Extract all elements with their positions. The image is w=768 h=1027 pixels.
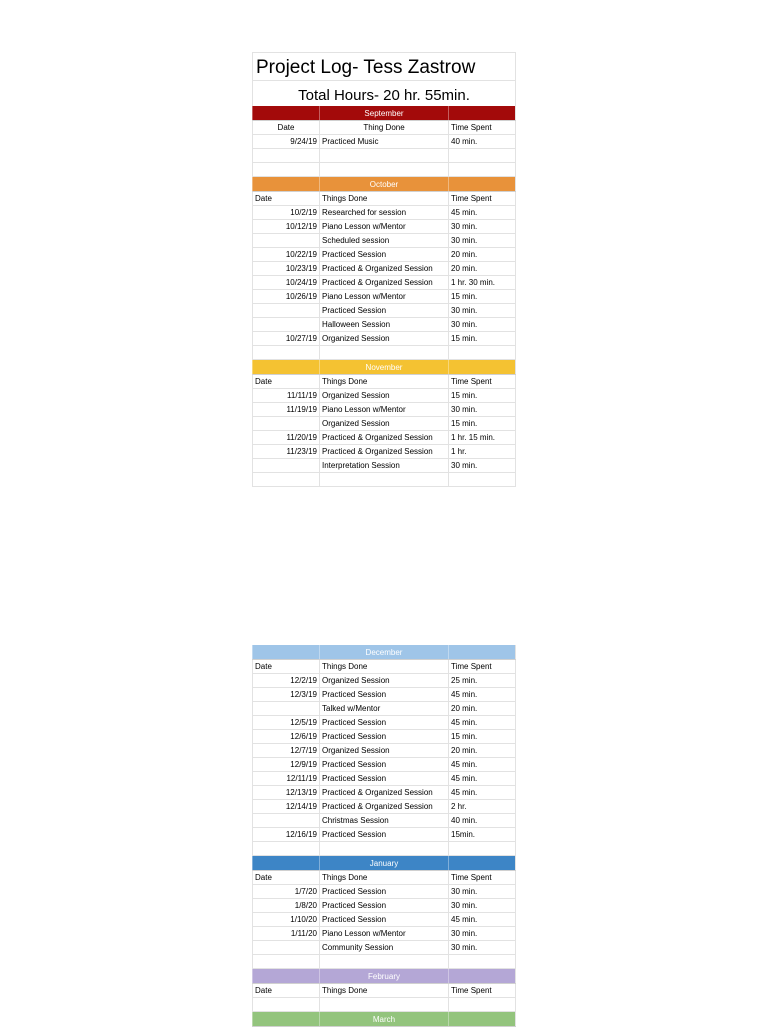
activity-cell: Organized Session	[319, 332, 448, 345]
column-header-things-done: Thing Done	[319, 121, 448, 134]
activity-cell: Community Session	[319, 941, 448, 954]
table-row	[252, 674, 516, 688]
column-header-things-done: Things Done	[319, 192, 448, 205]
table-row	[252, 899, 516, 913]
time-cell: 30 min.	[448, 234, 516, 247]
activity-cell: Organized Session	[319, 417, 448, 430]
date-cell: 11/11/19	[252, 389, 319, 402]
column-header-things-done: Things Done	[319, 984, 448, 997]
table-row	[252, 220, 516, 234]
table-row	[252, 417, 516, 431]
column-header-time-spent: Time Spent	[448, 660, 516, 673]
column-header-row	[252, 121, 516, 135]
column-header-time-spent: Time Spent	[448, 192, 516, 205]
empty-cell	[319, 346, 448, 359]
empty-cell	[319, 998, 448, 1011]
empty-row	[252, 955, 516, 969]
empty-row	[252, 473, 516, 487]
column-header-date: Date	[252, 121, 319, 134]
empty-cell	[448, 163, 516, 176]
empty-cell	[252, 346, 319, 359]
date-cell: 11/23/19	[252, 445, 319, 458]
activity-cell: Practiced Session	[319, 248, 448, 261]
page-title: Project Log- Tess Zastrow	[252, 52, 516, 80]
time-cell: 15 min.	[448, 417, 516, 430]
table-row	[252, 445, 516, 459]
table-row	[252, 730, 516, 744]
table-row	[252, 262, 516, 276]
time-cell: 30 min.	[448, 899, 516, 912]
table-row	[252, 234, 516, 248]
time-cell: 45 min.	[448, 688, 516, 701]
section-september	[252, 106, 516, 177]
column-header-date: Date	[252, 192, 319, 205]
table-row	[252, 304, 516, 318]
month-label: December	[319, 645, 448, 659]
table-row	[252, 332, 516, 346]
month-header-cell	[448, 645, 516, 659]
activity-cell: Researched for session	[319, 206, 448, 219]
activity-cell: Practiced Session	[319, 758, 448, 771]
column-header-date: Date	[252, 984, 319, 997]
date-cell	[252, 417, 319, 430]
empty-cell	[448, 955, 516, 968]
date-cell: 12/9/19	[252, 758, 319, 771]
table-row	[252, 885, 516, 899]
activity-cell: Organized Session	[319, 674, 448, 687]
activity-cell: Talked w/Mentor	[319, 702, 448, 715]
time-cell: 45 min.	[448, 206, 516, 219]
time-cell: 1 hr. 15 min.	[448, 431, 516, 444]
month-header	[252, 177, 516, 192]
activity-cell: Piano Lesson w/Mentor	[319, 927, 448, 940]
table-row	[252, 744, 516, 758]
table-row	[252, 786, 516, 800]
table-row	[252, 403, 516, 417]
table-row	[252, 702, 516, 716]
empty-cell	[252, 998, 319, 1011]
date-cell: 1/10/20	[252, 913, 319, 926]
activity-cell: Christmas Session	[319, 814, 448, 827]
month-header-cell	[448, 360, 516, 374]
column-header-things-done: Things Done	[319, 871, 448, 884]
month-header	[252, 969, 516, 984]
date-cell: 10/23/19	[252, 262, 319, 275]
time-cell: 1 hr.	[448, 445, 516, 458]
time-cell: 30 min.	[448, 885, 516, 898]
time-cell: 15min.	[448, 828, 516, 841]
section-january	[252, 856, 516, 969]
month-label: March	[319, 1012, 448, 1026]
empty-row	[252, 346, 516, 360]
table-row	[252, 814, 516, 828]
column-header-time-spent: Time Spent	[448, 375, 516, 388]
column-header-row	[252, 984, 516, 998]
empty-cell	[252, 955, 319, 968]
date-cell: 12/5/19	[252, 716, 319, 729]
log-sheet-page-1	[252, 52, 516, 487]
time-cell: 45 min.	[448, 786, 516, 799]
table-row	[252, 431, 516, 445]
table-row	[252, 716, 516, 730]
activity-cell: Practiced & Organized Session	[319, 445, 448, 458]
table-row	[252, 135, 516, 149]
empty-row	[252, 163, 516, 177]
empty-cell	[319, 149, 448, 162]
date-cell: 10/27/19	[252, 332, 319, 345]
column-header-things-done: Things Done	[319, 660, 448, 673]
total-hours: Total Hours- 20 hr. 55min.	[252, 80, 516, 106]
time-cell: 30 min.	[448, 927, 516, 940]
time-cell: 30 min.	[448, 403, 516, 416]
month-header-cell	[448, 856, 516, 870]
column-header-time-spent: Time Spent	[448, 121, 516, 134]
table-row	[252, 772, 516, 786]
month-header-cell	[252, 856, 319, 870]
month-label: February	[319, 969, 448, 983]
activity-cell: Practiced & Organized Session	[319, 786, 448, 799]
activity-cell: Piano Lesson w/Mentor	[319, 290, 448, 303]
month-header-cell	[448, 969, 516, 983]
activity-cell: Halloween Session	[319, 318, 448, 331]
activity-cell: Practiced Music	[319, 135, 448, 148]
table-row	[252, 688, 516, 702]
time-cell: 45 min.	[448, 758, 516, 771]
table-row	[252, 290, 516, 304]
column-header-date: Date	[252, 660, 319, 673]
table-row	[252, 318, 516, 332]
log-sheet-page-2	[252, 645, 516, 1027]
date-cell: 10/2/19	[252, 206, 319, 219]
table-row	[252, 206, 516, 220]
date-cell: 12/13/19	[252, 786, 319, 799]
table-row	[252, 459, 516, 473]
month-header	[252, 1012, 516, 1027]
date-cell: 12/2/19	[252, 674, 319, 687]
date-cell: 12/7/19	[252, 744, 319, 757]
time-cell: 30 min.	[448, 304, 516, 317]
date-cell	[252, 702, 319, 715]
date-cell: 10/26/19	[252, 290, 319, 303]
time-cell: 20 min.	[448, 248, 516, 261]
table-row	[252, 248, 516, 262]
section-november	[252, 360, 516, 487]
sections-part-2	[252, 645, 516, 1027]
empty-row	[252, 149, 516, 163]
date-cell	[252, 234, 319, 247]
time-cell: 30 min.	[448, 941, 516, 954]
table-row	[252, 800, 516, 814]
column-header-row	[252, 660, 516, 674]
date-cell: 12/3/19	[252, 688, 319, 701]
date-cell: 10/22/19	[252, 248, 319, 261]
column-header-date: Date	[252, 871, 319, 884]
date-cell: 10/12/19	[252, 220, 319, 233]
time-cell: 20 min.	[448, 744, 516, 757]
date-cell	[252, 814, 319, 827]
date-cell: 12/11/19	[252, 772, 319, 785]
time-cell: 40 min.	[448, 814, 516, 827]
activity-cell: Practiced & Organized Session	[319, 431, 448, 444]
month-label: January	[319, 856, 448, 870]
activity-cell: Scheduled session	[319, 234, 448, 247]
activity-cell: Practiced Session	[319, 688, 448, 701]
table-row	[252, 276, 516, 290]
column-header-date: Date	[252, 375, 319, 388]
time-cell: 30 min.	[448, 318, 516, 331]
month-header-cell	[448, 106, 516, 120]
empty-cell	[319, 842, 448, 855]
month-header-cell	[252, 645, 319, 659]
empty-cell	[319, 163, 448, 176]
date-cell: 11/20/19	[252, 431, 319, 444]
time-cell: 15 min.	[448, 290, 516, 303]
activity-cell: Piano Lesson w/Mentor	[319, 220, 448, 233]
table-row	[252, 913, 516, 927]
section-february	[252, 969, 516, 1012]
empty-cell	[252, 473, 319, 486]
time-cell: 1 hr. 30 min.	[448, 276, 516, 289]
time-cell: 45 min.	[448, 913, 516, 926]
date-cell: 9/24/19	[252, 135, 319, 148]
empty-cell	[252, 163, 319, 176]
month-label: October	[319, 177, 448, 191]
month-header-cell	[252, 177, 319, 191]
empty-cell	[252, 149, 319, 162]
date-cell: 12/6/19	[252, 730, 319, 743]
column-header-row	[252, 375, 516, 389]
date-cell	[252, 459, 319, 472]
date-cell	[252, 318, 319, 331]
month-header	[252, 360, 516, 375]
month-header	[252, 856, 516, 871]
time-cell: 20 min.	[448, 702, 516, 715]
empty-cell	[448, 842, 516, 855]
table-row	[252, 389, 516, 403]
activity-cell: Practiced Session	[319, 304, 448, 317]
table-row	[252, 941, 516, 955]
time-cell: 45 min.	[448, 716, 516, 729]
empty-cell	[448, 998, 516, 1011]
column-header-things-done: Things Done	[319, 375, 448, 388]
month-header	[252, 645, 516, 660]
activity-cell: Practiced Session	[319, 730, 448, 743]
activity-cell: Practiced Session	[319, 899, 448, 912]
activity-cell: Piano Lesson w/Mentor	[319, 403, 448, 416]
empty-row	[252, 842, 516, 856]
time-cell: 30 min.	[448, 459, 516, 472]
date-cell	[252, 941, 319, 954]
activity-cell: Practiced & Organized Session	[319, 276, 448, 289]
date-cell: 1/8/20	[252, 899, 319, 912]
date-cell: 11/19/19	[252, 403, 319, 416]
month-header-cell	[252, 106, 319, 120]
table-row	[252, 828, 516, 842]
column-header-time-spent: Time Spent	[448, 984, 516, 997]
month-label: November	[319, 360, 448, 374]
date-cell: 12/16/19	[252, 828, 319, 841]
month-header	[252, 106, 516, 121]
time-cell: 45 min.	[448, 772, 516, 785]
table-row	[252, 927, 516, 941]
section-october	[252, 177, 516, 360]
time-cell: 40 min.	[448, 135, 516, 148]
date-cell	[252, 304, 319, 317]
activity-cell: Interpretation Session	[319, 459, 448, 472]
activity-cell: Practiced Session	[319, 828, 448, 841]
column-header-row	[252, 192, 516, 206]
month-header-cell	[252, 969, 319, 983]
activity-cell: Practiced Session	[319, 885, 448, 898]
activity-cell: Practiced Session	[319, 716, 448, 729]
empty-row	[252, 998, 516, 1012]
time-cell: 15 min.	[448, 730, 516, 743]
date-cell: 1/11/20	[252, 927, 319, 940]
empty-cell	[448, 149, 516, 162]
month-header-cell	[448, 177, 516, 191]
month-label: September	[319, 106, 448, 120]
empty-cell	[448, 346, 516, 359]
time-cell: 25 min.	[448, 674, 516, 687]
time-cell: 15 min.	[448, 389, 516, 402]
activity-cell: Practiced & Organized Session	[319, 262, 448, 275]
time-cell: 15 min.	[448, 332, 516, 345]
time-cell: 30 min.	[448, 220, 516, 233]
time-cell: 20 min.	[448, 262, 516, 275]
section-march	[252, 1012, 516, 1027]
empty-cell	[448, 473, 516, 486]
table-row	[252, 758, 516, 772]
column-header-time-spent: Time Spent	[448, 871, 516, 884]
empty-cell	[319, 955, 448, 968]
date-cell: 12/14/19	[252, 800, 319, 813]
column-header-row	[252, 871, 516, 885]
date-cell: 1/7/20	[252, 885, 319, 898]
month-header-cell	[252, 360, 319, 374]
activity-cell: Organized Session	[319, 744, 448, 757]
empty-cell	[252, 842, 319, 855]
empty-cell	[319, 473, 448, 486]
section-december	[252, 645, 516, 856]
activity-cell: Practiced Session	[319, 772, 448, 785]
activity-cell: Practiced & Organized Session	[319, 800, 448, 813]
activity-cell: Organized Session	[319, 389, 448, 402]
date-cell: 10/24/19	[252, 276, 319, 289]
activity-cell: Practiced Session	[319, 913, 448, 926]
sections-part-1	[252, 106, 516, 487]
time-cell: 2 hr.	[448, 800, 516, 813]
